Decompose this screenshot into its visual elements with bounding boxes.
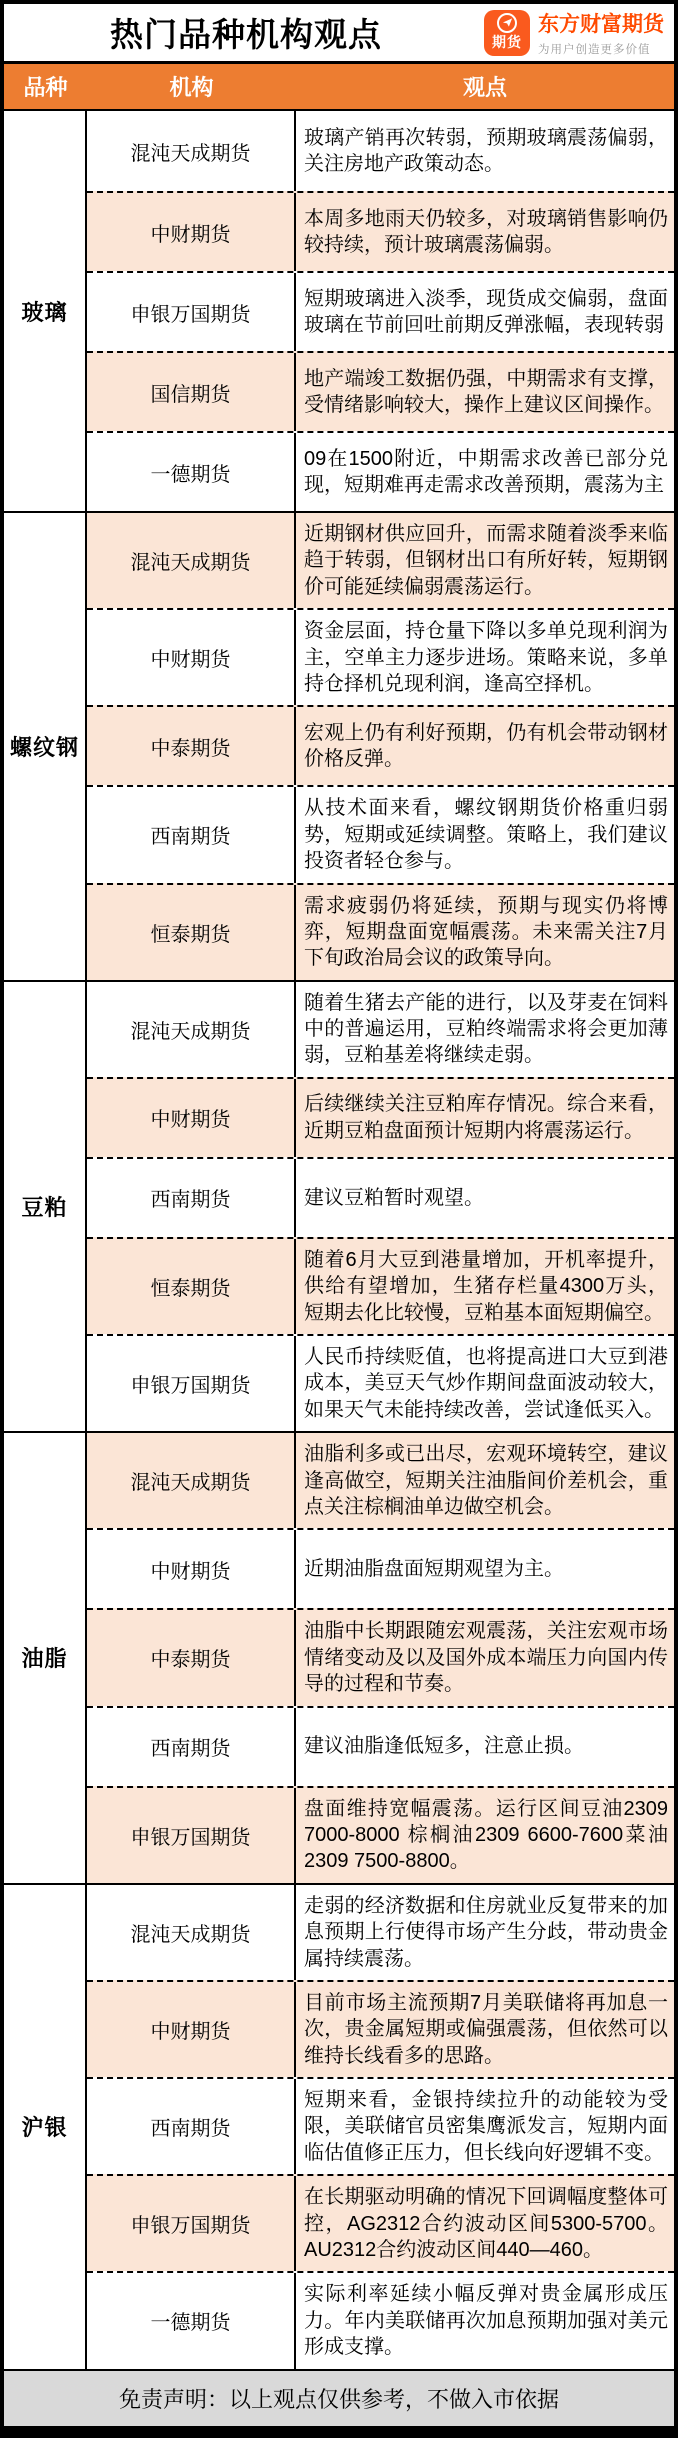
view-cell: 短期玻璃进入淡季，现货成交偏弱，盘面玻璃在节前回吐前期反弹涨幅，表现转弱 — [304, 287, 668, 336]
page-title: 热门品种机构观点 — [110, 16, 382, 53]
bottom-border-bar — [4, 2426, 674, 2438]
view-cell: 需求疲弱仍将延续，预期与现实仍将博弈，短期盘面宽幅震荡。未来需关注7月下旬政治局会议的政策导向。 — [304, 894, 668, 970]
view-cell: 后续继续关注豆粕库存情况。综合来看，近期豆粕盘面预计短期内将震荡运行。 — [304, 1093, 668, 1142]
section-豆粕 — [4, 980, 674, 1432]
view-cell: 人民币持续贬值，也将提高进口大豆到港成本，美豆天气炒作期间盘面波动较大，如果天气未能持续改善，尝试逢低买入。 — [304, 1346, 668, 1421]
view-cell: 近期钢材供应回升，而需求随着淡季来临趋于转弱，但钢材出口有所好转，短期钢价可能延续偏弱震荡运行。 — [304, 523, 668, 598]
institution-cell: 恒泰期货 — [87, 1239, 296, 1334]
section-玻璃 — [4, 111, 674, 511]
brand-name: 东方财富期货 — [538, 13, 664, 36]
disclaimer-bar — [4, 2369, 674, 2426]
institution-cell: 中财期货 — [87, 1530, 296, 1608]
disclaimer-text: 免责声明：以上观点仅供参考，不做入市依据 — [118, 2386, 559, 2412]
view-cell: 从技术面来看，螺纹钢期货价格重归弱势，短期或延续调整。策略上，我们建议投资者轻仓参与。 — [304, 797, 668, 873]
institution-cell: 中财期货 — [87, 610, 296, 705]
table-row — [87, 1528, 674, 1608]
table-row — [87, 1786, 674, 1883]
view-cell: 建议油脂逢低短多，注意止损。 — [304, 1735, 584, 1758]
table-row — [87, 431, 674, 511]
table-row — [87, 191, 674, 271]
table-row — [87, 1980, 674, 2077]
table-row — [87, 1334, 674, 1431]
variety-cell: 沪银 — [4, 1885, 87, 2369]
view-cell: 短期来看，金银持续拉升的动能较为受限，美联储官员密集鹰派发言，短期内面临估值修正压力，但长线向好逻辑不变。 — [304, 2089, 668, 2164]
section-油脂 — [4, 1431, 674, 1883]
view-cell: 实际利率延续小幅反弹对贵金属形成压力。年内美联储再次加息预期加强对美元形成支撑。 — [304, 2283, 668, 2359]
table-row — [87, 982, 674, 1077]
table-row — [87, 1077, 674, 1157]
table-row — [87, 111, 674, 191]
section-rows — [87, 982, 674, 1432]
table-row — [87, 705, 674, 785]
institution-cell: 西南期货 — [87, 2079, 296, 2174]
table-row — [87, 1157, 674, 1237]
variety-cell: 螺纹钢 — [4, 513, 87, 980]
view-cell: 目前市场主流预期7月美联储将再加息一次，贵金属短期或偏强震荡，但依然可以维持长线看多的思路。 — [304, 1991, 668, 2067]
col-header-variety: 品种 — [23, 75, 68, 100]
table-row — [87, 271, 674, 351]
brand-logo-icon — [484, 10, 530, 56]
section-rows — [87, 111, 674, 511]
view-cell: 地产端竣工数据仍强，中期需求有支撑，受情绪影响较大，操作上建议区间操作。 — [304, 367, 668, 416]
institution-cell: 中泰期货 — [87, 1610, 296, 1705]
view-cell: 09在1500附近，中期需求改善已部分兑现，短期难再走需求改善预期，震荡为主 — [304, 447, 668, 496]
section-rows — [87, 513, 674, 980]
table-row — [87, 1433, 674, 1528]
table-row — [87, 785, 674, 882]
table-row — [87, 2271, 674, 2368]
table-row — [87, 1237, 674, 1334]
institution-cell: 混沌天成期货 — [87, 513, 296, 608]
institution-cell: 一德期货 — [87, 433, 296, 511]
institution-cell: 申银万国期货 — [87, 273, 296, 351]
variety-cell: 油脂 — [4, 1433, 87, 1883]
view-cell: 近期油脂盘面短期观望为主。 — [304, 1558, 564, 1581]
view-cell: 随着6月大豆到港量增加，开机率提升，供给有望增加，生猪存栏量4300万头，短期去化比较慢，豆粕基本面短期偏空。 — [304, 1248, 668, 1324]
institution-cell: 西南期货 — [87, 1708, 296, 1786]
section-沪银 — [4, 1883, 674, 2369]
table-row — [87, 1608, 674, 1705]
institution-cell: 西南期货 — [87, 787, 296, 882]
view-cell: 宏观上仍有利好预期，仍有机会带动钢材价格反弹。 — [304, 721, 668, 771]
institution-cell: 申银万国期货 — [87, 1788, 296, 1883]
view-cell: 油脂中长期跟随宏观震荡，关注宏观市场情绪变动及以及国外成本端压力向国内传导的过程和节奏。 — [304, 1620, 668, 1696]
col-header-view: 观点 — [462, 75, 507, 100]
table-row — [87, 1885, 674, 1980]
institution-cell: 国信期货 — [87, 353, 296, 431]
brand-icon-label: 期货 — [492, 33, 522, 50]
futures-table — [4, 111, 674, 2369]
section-rows — [87, 1433, 674, 1883]
institution-cell: 中泰期货 — [87, 707, 296, 785]
institution-cell: 申银万国期货 — [87, 2176, 296, 2271]
table-row — [87, 1706, 674, 1786]
institution-cell: 中财期货 — [87, 1982, 296, 2077]
brand — [484, 8, 666, 57]
table-row — [87, 2174, 674, 2271]
section-螺纹钢 — [4, 511, 674, 980]
institution-cell: 中财期货 — [87, 1079, 296, 1157]
column-header-row — [4, 61, 674, 111]
brand-tagline: 为用户创造更多价值 — [538, 44, 651, 56]
table-row — [87, 2077, 674, 2174]
title-bar — [4, 4, 674, 61]
institution-cell: 混沌天成期货 — [87, 111, 296, 191]
institution-cell: 混沌天成期货 — [87, 982, 296, 1077]
brand-text — [538, 8, 664, 57]
institution-cell: 恒泰期货 — [87, 885, 296, 980]
variety-cell: 豆粕 — [4, 982, 87, 1432]
institution-cell: 一德期货 — [87, 2273, 296, 2368]
variety-cell: 玻璃 — [4, 111, 87, 511]
view-cell: 盘面维持宽幅震荡。运行区间豆油2309 7000-8000 棕榈油2309 6600-7600菜油2309 7500-8800。 — [304, 1797, 668, 1873]
paper-plane-icon — [497, 13, 517, 33]
view-cell: 建议豆粕暂时观望。 — [304, 1186, 484, 1209]
view-cell: 随着生猪去产能的进行，以及芽麦在饲料中的普遍运用，豆粕终端需求将会更加薄弱，豆粕基差将继续走弱。 — [304, 991, 668, 1067]
institution-cell: 混沌天成期货 — [87, 1433, 296, 1528]
institution-cell: 混沌天成期货 — [87, 1885, 296, 1980]
view-cell: 走弱的经济数据和住房就业反复带来的加息预期上行使得市场产生分歧，带动贵金属持续震荡。 — [304, 1894, 668, 1970]
view-cell: 本周多地雨天仍较多，对玻璃销售影响仍较持续，预计玻璃震荡偏弱。 — [304, 207, 668, 256]
institution-cell: 中财期货 — [87, 193, 296, 271]
table-row — [87, 351, 674, 431]
institution-cell: 申银万国期货 — [87, 1336, 296, 1431]
view-cell: 资金层面，持仓量下降以多单兑现利润为主，空单主力逐步进场。策略来说，多单持仓择机兑现利润，逢高空择机。 — [304, 620, 668, 695]
institution-cell: 西南期货 — [87, 1159, 296, 1237]
view-cell: 在长期驱动明确的情况下回调幅度整体可控，AG2312合约波动区间5300-5700。AU2312合约波动区间440—460。 — [304, 2186, 668, 2262]
table-row — [87, 608, 674, 705]
col-header-institution: 机构 — [169, 75, 214, 100]
view-cell: 油脂利多或已出尽，宏观环境转空，建议逢高做空，短期关注油脂间价差机会，重点关注棕榈油单边做空机会。 — [304, 1443, 668, 1518]
table-row — [87, 513, 674, 608]
view-cell: 玻璃产销再次转弱，预期玻璃震荡偏弱，关注房地产政策动态。 — [304, 126, 668, 175]
table-row — [87, 883, 674, 980]
section-rows — [87, 1885, 674, 2369]
